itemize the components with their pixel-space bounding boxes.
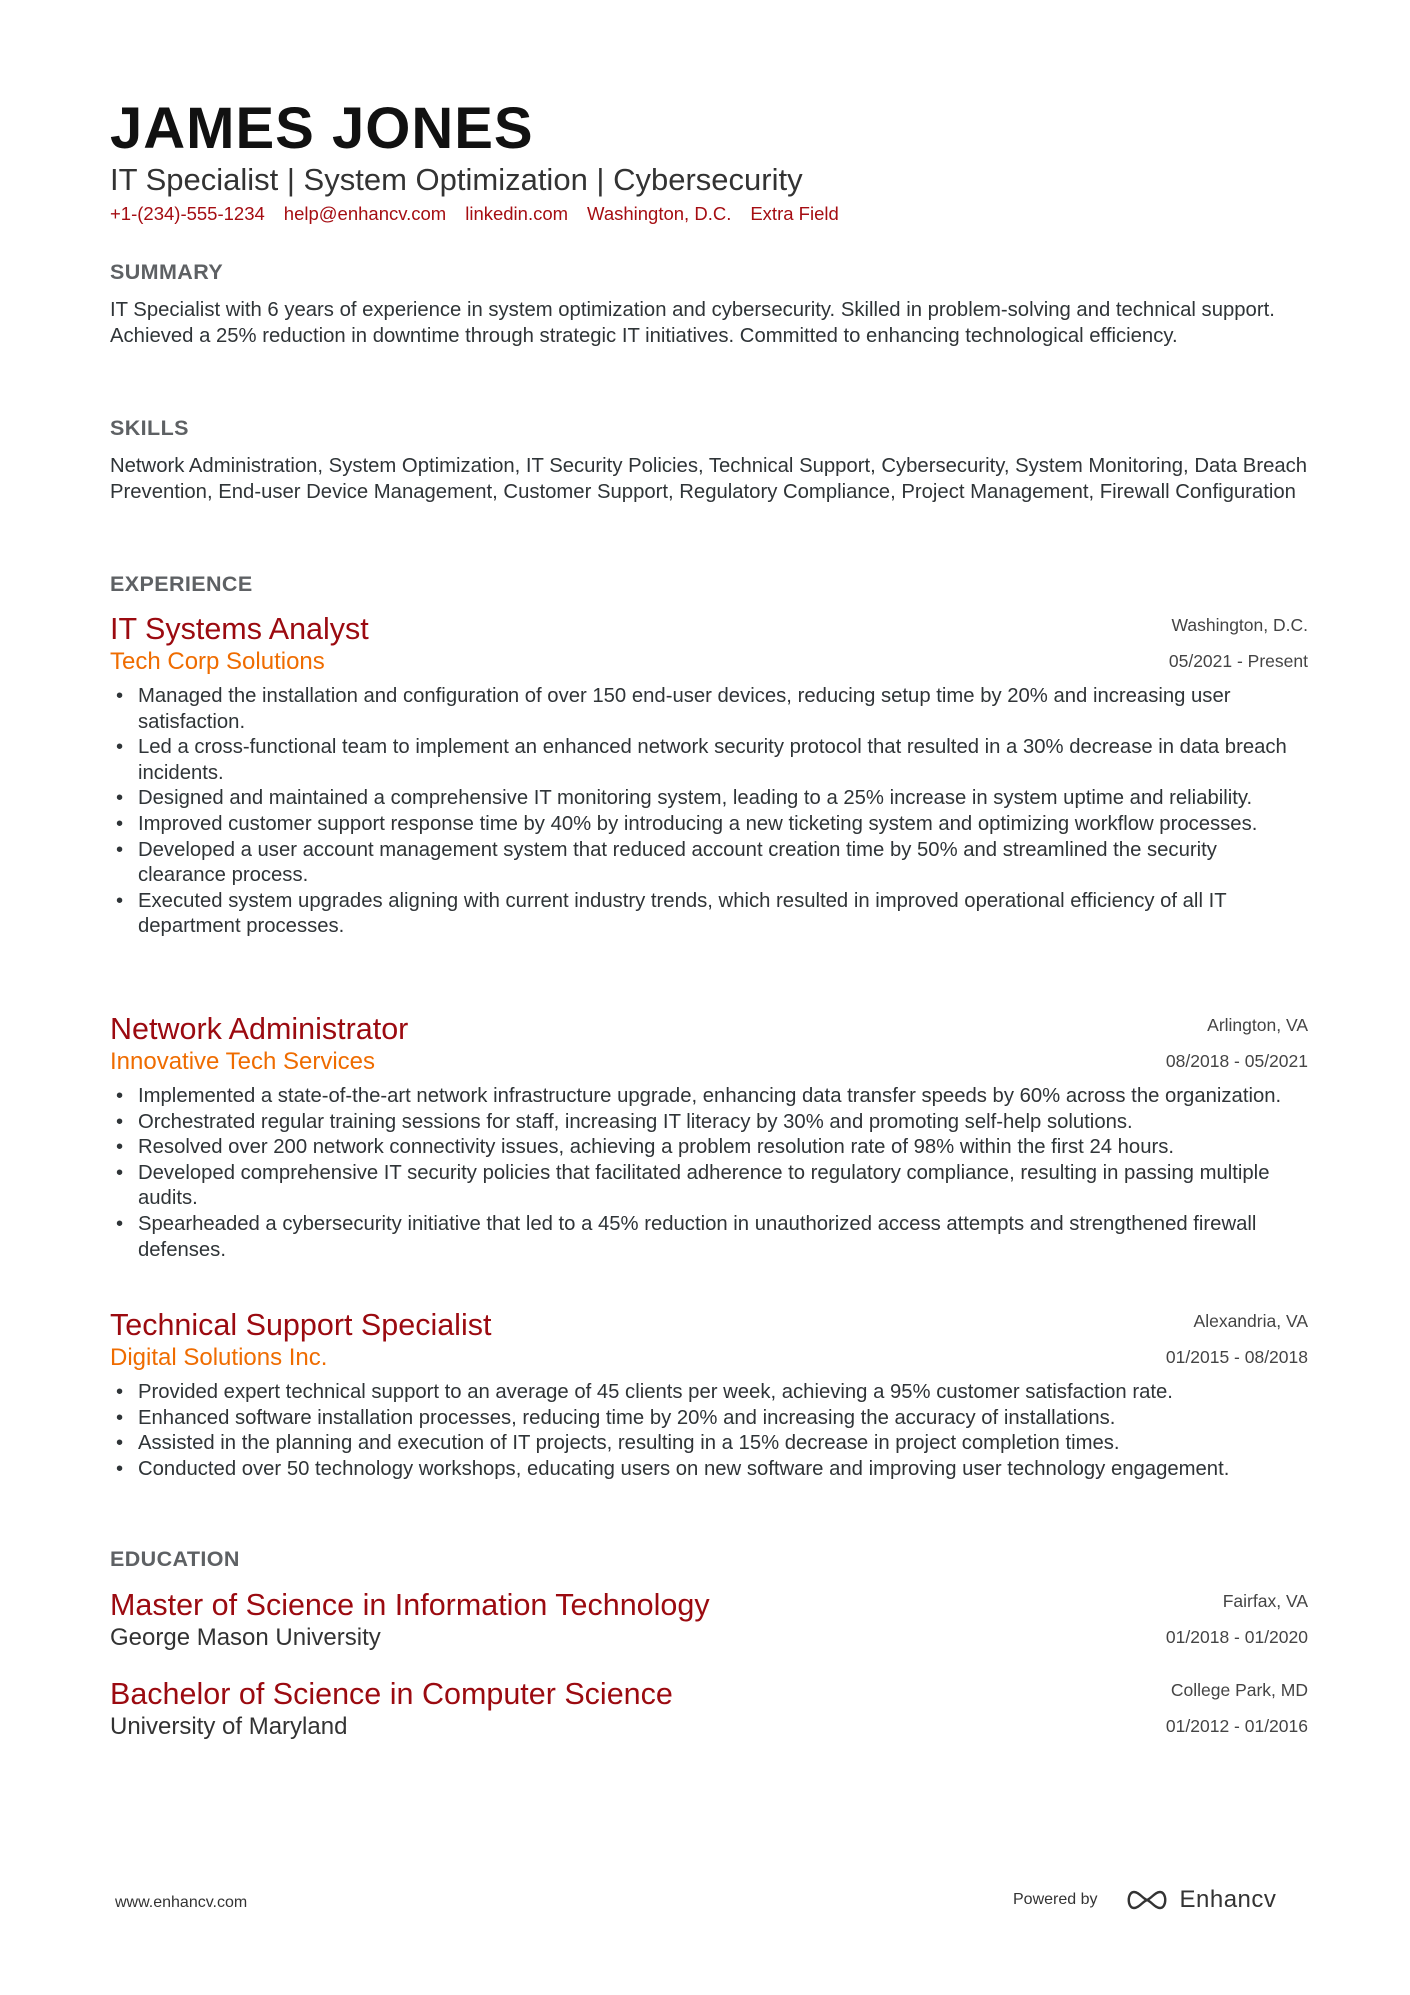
candidate-name: JAMES JONES	[110, 96, 534, 161]
footer-website-link[interactable]: www.enhancv.com	[115, 1894, 248, 1911]
candidate-headline: IT Specialist | System Optimization | Cybersecurity	[110, 162, 803, 197]
job-bullets	[110, 684, 1308, 940]
powered-by-label: Powered by	[1013, 1891, 1098, 1908]
enhancv-logo-icon	[1124, 1888, 1170, 1912]
contact-phone[interactable]: +1-(234)-555-1234	[110, 203, 265, 224]
contact-location: Washington, D.C.	[587, 203, 732, 224]
school-name: University of Maryland	[110, 1713, 348, 1740]
enhancv-logo[interactable]	[1124, 1886, 1277, 1914]
contact-bar	[110, 202, 839, 226]
degree-title: Bachelor of Science in Computer Science	[110, 1677, 673, 1711]
company-name: Tech Corp Solutions	[110, 648, 325, 675]
list-item: • Conducted over 50 technology workshops, educating users on new software and improving user technology engagement.	[110, 1457, 1308, 1483]
list-item: • Spearheaded a cybersecurity initiative that led to a 45% reduction in unauthorized access attempts and strengthened firewall defenses.	[110, 1212, 1308, 1263]
list-item: • Enhanced software installation processes, reducing time by 20% and increasing the accuracy of installations.	[110, 1406, 1308, 1432]
job-location: Arlington, VA	[1207, 1015, 1308, 1035]
job-location: Washington, D.C.	[1171, 615, 1308, 635]
list-item: • Led a cross-functional team to implement an enhanced network security protocol that resulted in a 30% decrease in data breach incidents.	[110, 735, 1308, 786]
summary-heading: SUMMARY	[110, 260, 224, 284]
footer-branding	[1013, 1886, 1276, 1914]
list-item: • Improved customer support response time by 40% by introducing a new ticketing system and optimizing workflow processes.	[110, 812, 1308, 838]
contact-linkedin[interactable]: linkedin.com	[465, 203, 569, 224]
company-name: Innovative Tech Services	[110, 1048, 376, 1075]
list-item: • Managed the installation and configuration of over 150 end-user devices, reducing setup time by 20% and increasing user satisfaction.	[110, 684, 1308, 735]
job-title: Network Administrator	[110, 1012, 409, 1046]
skills-heading: SKILLS	[110, 416, 189, 440]
list-item: • Resolved over 200 network connectivity issues, achieving a problem resolution rate of 98% within the first 24 hours.	[110, 1135, 1308, 1161]
job-dates: 01/2015 - 08/2018	[1165, 1347, 1308, 1367]
school-name: George Mason University	[110, 1624, 381, 1651]
list-item: • Assisted in the planning and execution of IT projects, resulting in a 15% decrease in project completion times.	[110, 1431, 1308, 1457]
education-dates: 01/2018 - 01/2020	[1165, 1627, 1308, 1647]
job-dates: 08/2018 - 05/2021	[1165, 1051, 1308, 1071]
job-title: IT Systems Analyst	[110, 612, 369, 646]
list-item: • Orchestrated regular training sessions for staff, increasing IT literacy by 30% and promoting self-help solutions.	[110, 1110, 1308, 1136]
list-item: • Developed a user account management system that reduced account creation time by 50% and streamlined the security clearance process.	[110, 838, 1308, 889]
education-location: College Park, MD	[1170, 1680, 1308, 1700]
list-item: • Developed comprehensive IT security policies that facilitated adherence to regulatory compliance, resulting in passing multiple audits.	[110, 1161, 1308, 1212]
list-item: • Executed system upgrades aligning with current industry trends, which resulted in improved operational efficiency of all IT department processes.	[110, 889, 1308, 940]
job-bullets	[110, 1084, 1308, 1263]
job-dates: 05/2021 - Present	[1168, 651, 1308, 671]
job-location: Alexandria, VA	[1193, 1311, 1308, 1331]
job-title: Technical Support Specialist	[110, 1308, 492, 1342]
education-location: Fairfax, VA	[1222, 1591, 1308, 1611]
list-item: • Implemented a state-of-the-art network infrastructure upgrade, enhancing data transfer speeds by 60% across the organization.	[110, 1084, 1308, 1110]
company-name: Digital Solutions Inc.	[110, 1344, 328, 1371]
contact-email[interactable]: help@enhancv.com	[283, 203, 447, 224]
skills-text: Network Administration, System Optimization, IT Security Policies, Technical Support, Cybersecurity, System Monitoring, Data Breach Prevention, End-user Device Management, Customer Support, Regulatory Compliance, Project Management, Firewall Configuration	[110, 455, 1308, 503]
experience-heading: EXPERIENCE	[110, 572, 253, 596]
contact-extra-field: Extra Field	[750, 203, 839, 224]
list-item: • Designed and maintained a comprehensive IT monitoring system, leading to a 25% increase in system uptime and reliability.	[110, 786, 1308, 812]
degree-title: Master of Science in Information Technology	[110, 1588, 710, 1622]
education-heading: EDUCATION	[110, 1547, 240, 1571]
job-bullets	[110, 1380, 1308, 1482]
list-item: • Provided expert technical support to an average of 45 clients per week, achieving a 95% customer satisfaction rate.	[110, 1380, 1308, 1406]
education-dates: 01/2012 - 01/2016	[1165, 1716, 1308, 1736]
summary-text: IT Specialist with 6 years of experience in system optimization and cybersecurity. Skilled in problem-solving and technical support. Achieved a 25% reduction in downtime through strategic IT initiatives. Committed to enhancing technological efficiency.	[110, 299, 1275, 347]
brand-name: Enhancv	[1179, 1886, 1277, 1913]
